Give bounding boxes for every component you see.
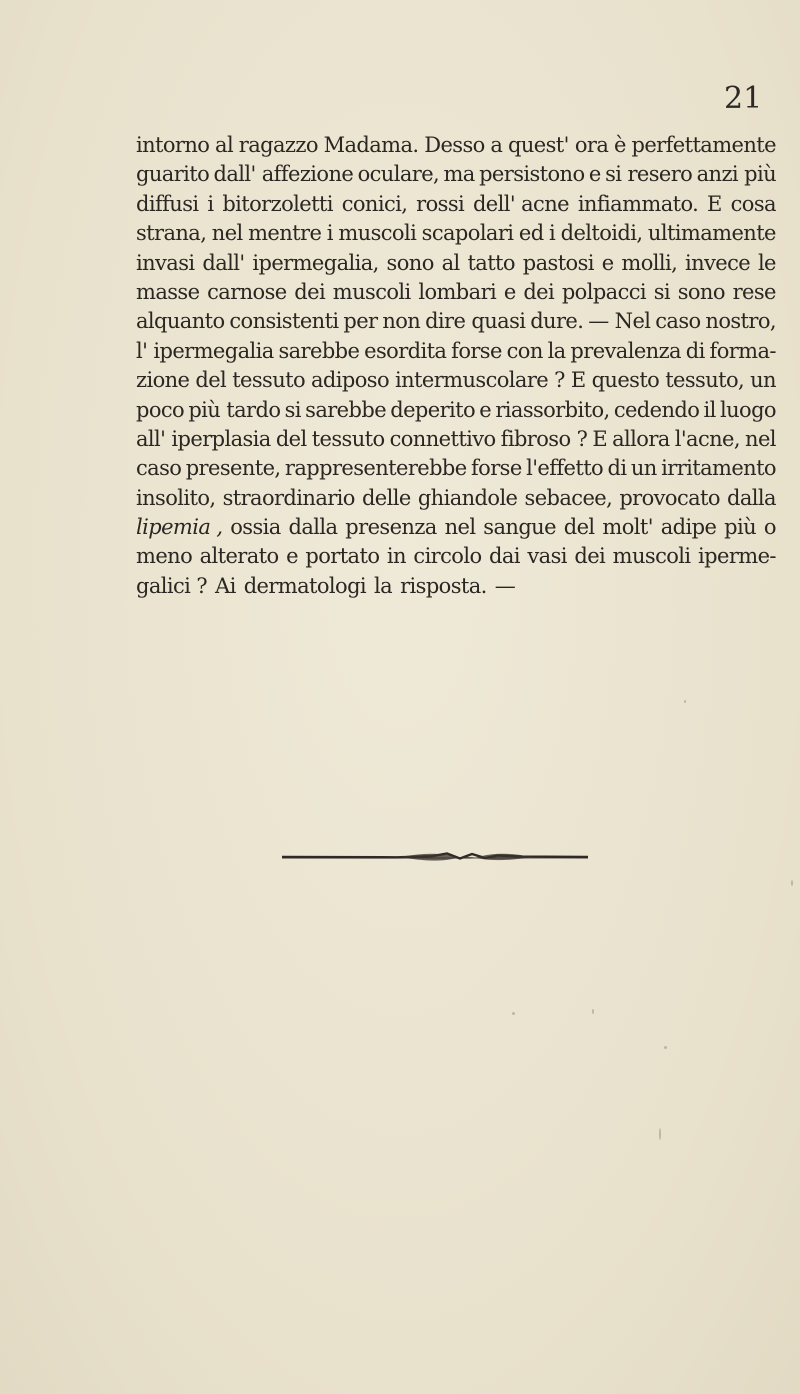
paper-speck <box>791 880 793 886</box>
word: insolito, <box>136 485 216 510</box>
word: infiammato. <box>577 191 699 216</box>
word: muscoli <box>338 221 417 246</box>
word: ma <box>443 162 475 187</box>
word: la <box>547 338 566 363</box>
word: dei <box>574 544 606 569</box>
word: E <box>592 426 608 451</box>
word: straordinario <box>222 485 355 510</box>
word: pastosi <box>522 250 594 275</box>
word: sarebbe <box>278 338 360 363</box>
word: presente, <box>185 456 281 481</box>
paper-speck <box>684 700 686 703</box>
text-line <box>136 307 776 336</box>
word: conici, <box>341 191 408 216</box>
word: ghiandole <box>417 485 518 510</box>
word: un <box>750 368 776 393</box>
word: e <box>601 250 614 275</box>
word: intorno <box>136 133 210 157</box>
divider-ornament-icon <box>282 850 588 864</box>
word: più <box>724 515 757 540</box>
text-line <box>136 131 776 160</box>
word: e <box>588 162 601 187</box>
text-line <box>136 337 776 366</box>
word: rappresenterebbe <box>284 456 467 481</box>
ornamental-divider <box>282 850 588 864</box>
text-line <box>136 190 776 219</box>
word: circolo <box>413 544 482 569</box>
word: si <box>653 279 671 304</box>
text-line <box>136 572 776 601</box>
word: con <box>506 338 543 363</box>
word: il <box>703 397 716 422</box>
word: a <box>490 133 503 157</box>
word: del <box>563 515 595 540</box>
word: E <box>707 191 722 216</box>
word: Madama. <box>323 133 419 157</box>
word: dell' acne <box>472 191 569 216</box>
word: caso <box>136 456 182 481</box>
word: presenza <box>345 515 437 540</box>
word: dire quasi <box>425 309 526 334</box>
word: di <box>685 338 705 363</box>
word: zione <box>136 368 190 393</box>
word: fibroso ? <box>500 426 588 451</box>
word: lombari <box>418 279 497 304</box>
word: i <box>207 191 214 216</box>
word: vasi <box>527 544 567 569</box>
word: ossia <box>230 515 281 540</box>
word: ed <box>518 221 544 246</box>
word: cedendo <box>613 397 700 422</box>
word: portato <box>305 544 380 569</box>
word: allora <box>612 426 670 451</box>
word: e <box>479 397 492 422</box>
word: Ai <box>215 573 236 598</box>
word: bitorzoletti <box>222 191 333 216</box>
paper-speck <box>512 1012 515 1015</box>
word: dermatologi <box>243 573 367 598</box>
word: in <box>386 544 406 569</box>
word: consistenti <box>229 309 339 334</box>
word: cosa <box>730 191 776 216</box>
word: dei <box>523 279 555 304</box>
word: caso <box>655 309 701 334</box>
word: mentre <box>248 221 322 246</box>
word: sono <box>386 250 434 275</box>
word: forse <box>451 338 502 363</box>
word: scapolari <box>421 221 514 246</box>
word: connettivo <box>389 426 496 451</box>
word: guarito <box>136 162 210 187</box>
text-line <box>136 542 776 571</box>
word: riassorbito, <box>495 397 610 422</box>
word: nel <box>745 426 776 451</box>
word: esordita <box>364 338 447 363</box>
word: l'acne, <box>674 426 740 451</box>
word: dall' <box>202 250 245 275</box>
word: del <box>195 368 227 393</box>
word: le <box>757 250 776 275</box>
word: alquanto <box>136 309 225 334</box>
word: diffusi <box>136 191 199 216</box>
word: irritamento <box>661 456 776 481</box>
word: un <box>630 456 657 481</box>
word: si resero <box>605 162 693 187</box>
word: questo <box>591 368 660 393</box>
word: e <box>286 544 298 569</box>
word: rossi <box>416 191 465 216</box>
word: deltoidi, <box>560 221 643 246</box>
word: intermuscolare ? <box>395 368 565 393</box>
word: meno <box>136 544 193 569</box>
page-number: 21 <box>724 81 763 116</box>
word: per <box>343 309 378 334</box>
word: anzi più <box>696 162 776 187</box>
word: è <box>613 133 626 157</box>
word: — <box>494 573 516 598</box>
word: iperme- <box>698 544 776 569</box>
word: sebacee, <box>524 485 613 510</box>
text-line <box>136 366 776 395</box>
body-paragraph <box>136 131 776 601</box>
word: o <box>763 515 776 540</box>
word: provocato <box>619 485 720 510</box>
text-line <box>136 484 776 513</box>
word: E <box>570 368 586 393</box>
word: luogo <box>720 397 776 422</box>
word: sangue <box>483 515 556 540</box>
word: del <box>275 426 307 451</box>
paper-speck <box>664 1046 667 1049</box>
word: nel <box>211 221 243 246</box>
word: polpacci <box>561 279 647 304</box>
paper-speck <box>592 1009 594 1014</box>
text-line <box>136 425 776 454</box>
word: persistono <box>479 162 585 187</box>
word: oculare, <box>357 162 440 187</box>
word: i <box>326 221 333 246</box>
word: e <box>503 279 516 304</box>
word: quest' ora <box>508 133 609 157</box>
text-line <box>136 513 776 542</box>
word: forma- <box>709 338 776 363</box>
word: tessuto, <box>665 368 745 393</box>
word: sarebbe <box>305 397 387 422</box>
word: dall' affezione <box>213 162 354 187</box>
word: l'effetto <box>526 456 604 481</box>
word: si <box>284 397 301 422</box>
word: di <box>607 456 627 481</box>
word: molt' <box>602 515 653 540</box>
word: al <box>441 250 460 275</box>
word: non <box>382 309 421 334</box>
word: prevalenza <box>570 338 681 363</box>
text-line <box>136 278 776 307</box>
word: Desso <box>424 133 485 157</box>
word: i <box>549 221 556 246</box>
word: dei <box>294 279 326 304</box>
word: ragazzo <box>238 133 318 157</box>
word: l' ipermegalia <box>136 338 274 363</box>
word: strana, <box>136 221 207 246</box>
word: tatto <box>467 250 515 275</box>
word: tessuto <box>232 368 306 393</box>
paper-speck <box>659 1128 661 1140</box>
word: ultimamente <box>647 221 776 246</box>
word: masse <box>136 279 200 304</box>
text-line <box>136 396 776 425</box>
word: muscoli <box>332 279 411 304</box>
word: risposta. <box>400 573 487 598</box>
word: carnose <box>207 279 287 304</box>
word: sono <box>677 279 725 304</box>
word: nostro, <box>705 309 776 334</box>
word: deperito <box>390 397 476 422</box>
word: adiposo <box>311 368 390 393</box>
word: alterato <box>199 544 279 569</box>
text-line <box>136 160 776 189</box>
word: nel <box>444 515 476 540</box>
word: ipermegalia, <box>252 250 379 275</box>
text-line <box>136 249 776 278</box>
word: lipemia , <box>136 515 223 540</box>
word: al <box>215 133 234 157</box>
word: dalla <box>288 515 338 540</box>
word: dalla <box>727 485 776 510</box>
word: galici ? <box>136 573 208 598</box>
word: dure. <box>530 309 584 334</box>
word: tessuto <box>311 426 385 451</box>
word: molli, <box>621 250 678 275</box>
word: delle <box>361 485 411 510</box>
word: rese <box>732 279 776 304</box>
text-line <box>136 219 776 248</box>
word: più tardo <box>188 397 281 422</box>
word: all' iperplasia <box>136 426 271 451</box>
word: la <box>374 573 393 598</box>
word: forse <box>471 456 522 481</box>
word: dai <box>489 544 520 569</box>
word: muscoli <box>612 544 691 569</box>
text-line <box>136 454 776 483</box>
word: perfettamente <box>631 133 776 157</box>
word: invasi <box>136 250 195 275</box>
word: adipe <box>660 515 717 540</box>
word: — Nel <box>588 309 651 334</box>
word: poco <box>136 397 185 422</box>
word: invece <box>684 250 751 275</box>
